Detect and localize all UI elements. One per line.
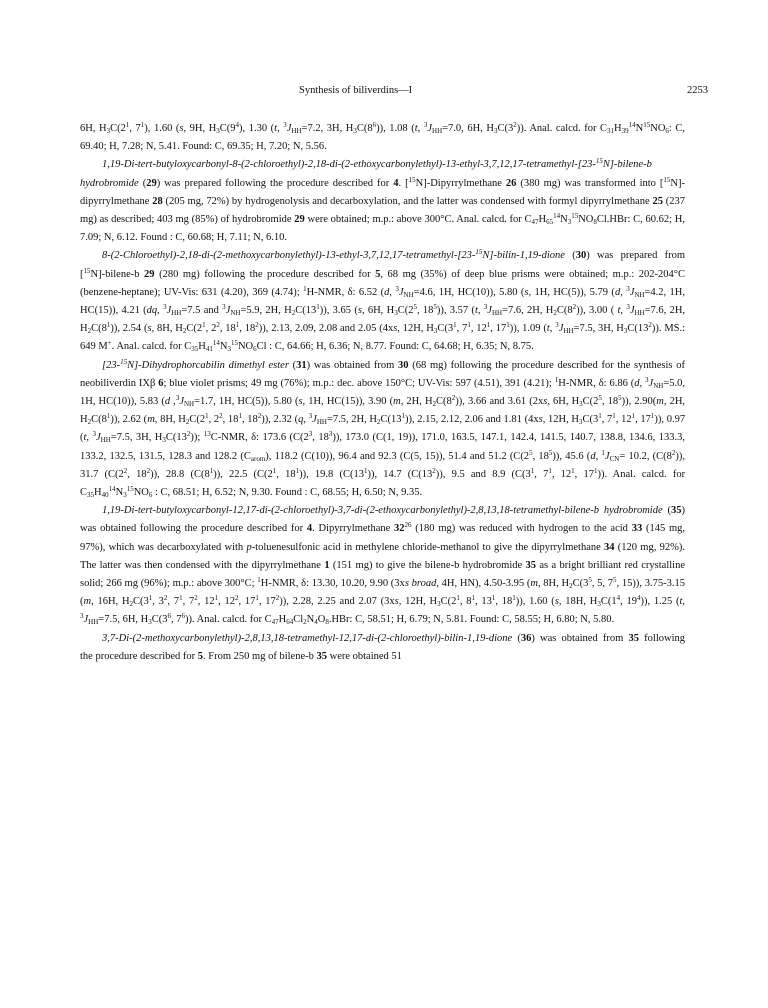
page-header [0, 84, 768, 98]
paragraph-continued: 6H, $H_3C(2^1$, $7^1$), 1.60 (s, 9H, $H_3C(9^4)$, 1.30 (t, $^3J_{HH}=7.2$, 3H, $H_3C(8^6)$), 1.08 (t, $^3J_{HH}=7.0$, 6H, $H_3C(3^2)$). Anal. calcd. for $C_{31}H_{39}^{14}N^{15}NO_6$: C, 69.40; H, 7.28; N, 5.41. Found: C, 69.35; H, 7.20; N, 5.56. [80, 121, 686, 153]
article-body [80, 120, 685, 666]
paragraph-compound-36: 3,7-Di-(2-methoxycarbonylethyl)-2,8,13,18-tetramethyl-12,17-di-(2-chloroethyl)-bilin-1,19-dione (36) was obtained from 35 following the procedure described for 5. From 250 mg of bilene-b 35 were obtained 51 [80, 632, 685, 662]
paragraph-compound-31: [23-$^{15}$N]-Dihydrophorcabilin dimethyl ester (31) was obtained from 30 (68 mg) following the procedure described for the synthesis of neobiliverdin IXβ 6; blue violet prisms; 49 mg (76%); m.p.: dec. above 150°C; UV-Vis: 597 (4.51), 391 (4.21); $^1$H-NMR, δ: 6.86 (d, $^3J_{NH}=5.0$, 1H, HC(10)), 5.83 (d $,^3J_{NH}=1.7$, 1H, HC(5)), 5.80 (s, 1H, HC(15)), 3.90 (m, 2H, $H_2C(8^2)$), 3.66 and 3.61 (2xs, 6H, $H_3C(2^5$, $18^5$)), 2.90(m, 2H, $H_2C(8^1)$), 2.62 (m, 8H, $H_2C(2^1$, $2^2$, $18^1$, $18^2$)), 2.32 (q, $^3J_{HH}=7.5$, 2H, $H_2C(13^1)$), 2.15, 2.12, 2.06 and 1.81 (4xs, 12H, $H_3C(3^1$, $7^1$, $12^1$, $17^1$)), 0.97 (t, $^3J_{HH}=7.5$, 3H, $H_3C(13^2)$); $^{13}$C-NMR, δ: 173.6 ($C(2^3$, $18^3$)), 173.0 (C(1, 19)), 171.0, 163.5, 147.1, 142.4, 141.5, 140.7, 138.8, 134.6, 133.3, 133.2, 132.5, 131.5, 128.3 and 128.2 $(C_{arom})$, 118.2 (C(10)), 96.4 and 92.3 (C(5, 15)), 51.4 and 51.2 ($C(2^5$, $18^5$)), 45.6 (d, $^1J_{CN}= 10.2$, $(C(8^2))$, 31.7 ($C(2^2$, $18^2$)), 28.8 $(C(8^1))$, 22.5 ($C(2^1$, $18^1$)), 19.8 $(C(13^1))$, 14.7 $(C(13^2))$, 9.5 and 8.9 ($C(3^1$, $7^1$, $12^1$, $17^1$)). Anal. calcd. for $C_{35}H_{40}^{14}N_3^{15}NO_6$ : C, 68.51; H, 6.52; N, 9.30. Found : C, 68.55; H, 6.50; N, 9.35. [80, 357, 686, 500]
paragraph-compound-30: 8-(2-Chloroethyl)-2,18-di-(2-methoxycarbonylethyl)-13-ethyl-3,7,12,17-tetramethyl-[23-$^{15}$N]-bilin-1,19-dione (30) was prepared from [$^{15}$N]-bilene-b 29 (280 mg) following the procedure described for 5, 68 mg (35%) of deep blue prisms were obtained; m.p.: 202-204°C (benzene-heptane); UV-Vis: 631 (4.20), 369 (4.74); $^1$H-NMR, δ: 6.52 (d, $^3J_{NH}=4.6$, 1H, HC(10)), 5.80 (s, 1H, HC(5)), 5.79 (d, $^3J_{NH}=4.2$, 1H, HC(15)), 4.21 (dq, $^3J_{HH}=7.5$ and $^3J_{NH}=5.9$, 2H, $H_2C(13^1)$), 3.65 (s, 6H, $H_3C(2^5$, $18^5$)), 3.57 (t, $^3J_{HH}=7.6$, 2H, $H_2C(8^2)$), 3.00 ( t, $^3J_{HH}=7.6$, 2H, $H_2C(8^1)$), 2.54 (s, 8H, $H_2C(2^1$, $2^2$, $18^1$, $18^2$)), 2.13, 2.09, 2.08 and 2.05 (4xs, 12H, $H_3C(3^1$, $7^1$, $12^1$, $17^1$)), 1.09 (t, $^3J_{HH}=7.5$, 3H, $H_3C(13^2)$). MS.: 649 M+. Anal. calcd. for $C_{35}H_{41}^{14}N_3^{15}NO_6Cl$ : C, 64.66; H, 6.36; N, 8.77. Found: C, 64.68; H, 6.35; N, 8.75. [80, 248, 686, 354]
running-title: Synthesis of biliverdins—I [299, 85, 413, 96]
paragraph-compound-29: 1,19-Di-tert-butyloxycarbonyl-8-(2-chloroethyl)-2,18-di-(2-ethoxycarbonylethyl)-13-ethyl-3,7,12,17-tetramethyl-[23-$^{15}$N]-bilene-b hydrobromide (29) was prepared following the procedure described for 4. [$^{15}$N]-Dipyrrylmethane 26 (380 mg) was transformed into [$^{15}$N]-dipyrrylmethane 28 (205 mg, 72%) by hydrogenolysis and decarboxylation, and the latter was condensed with formyl dipyrrylmethane 25 (237 mg) as described; 403 mg (85%) of hydrobromide 29 were obtained; m.p.: above 300°C. Anal. calcd. for $C_{47}H_{65}^{14}N_3^{15}NO_8Cl.HBr$: C, 60.62; H, 7.09; N, 6.12. Found : C, 60.68; H, 7.11; N, 6.10. [80, 157, 685, 244]
paragraph-compound-35: 1,19-Di-tert-butyloxycarbonyl-12,17-di-(2-chloroethyl)-3,7-di-(2-ethoxycarbonylethyl)-2,8,13,18-tetramethyl-bilene-b hydrobromide (35) was obtained following the procedure described for 4. Dipyrrylmethane $32^{26}$ (180 mg) was reduced with hydrogen to the acid 33 (145 mg, 97%), which was decarboxylated with p-toluenesulfonic acid in methylene chloride-methanol to give the dipyrrylmethane 34 (120 mg, 92%). The latter was then condensed with the dipyrrylmethane 1 (151 mg) to give the bilene-b hydrobromide 35 as a bright brilliant red crystalline solid; 266 mg (96%); m.p.: above 300°C; $^1$H-NMR, δ: 13.30, 10.20, 9.90 (3xs broad, 4H, HN), 4.50-3.95 (m, 8H, $H_2C(3^5$, 5, $7^5$, 15)), 3.75-3.15 (m, 16H, $H_2C(3^1$, $3^2$, $7^1$, $7^2$, $12^1$, $12^2$, $17^1$, $17^2$)), 2.28, 2.25 and 2.07 (3xs, 12H, $H_3C(2^1$, $8^1$, $13^1$, $18^1$)), 1.60 (s, 18H, $H_3C(1^4$, $19^4$)), 1.25 (t, $^3J_{HH}=7.5$, 6H, $H_3C(3^6$, $7^6$)). Anal. calcd. for $C_{47}H_{64}Cl_2N_4O_8.HBr$: C, 58.51; H, 6.79; N, 5.81. Found: C, 58.55; H, 6.80; N, 5.80. [80, 505, 686, 627]
page-number: 2253 [687, 85, 708, 96]
